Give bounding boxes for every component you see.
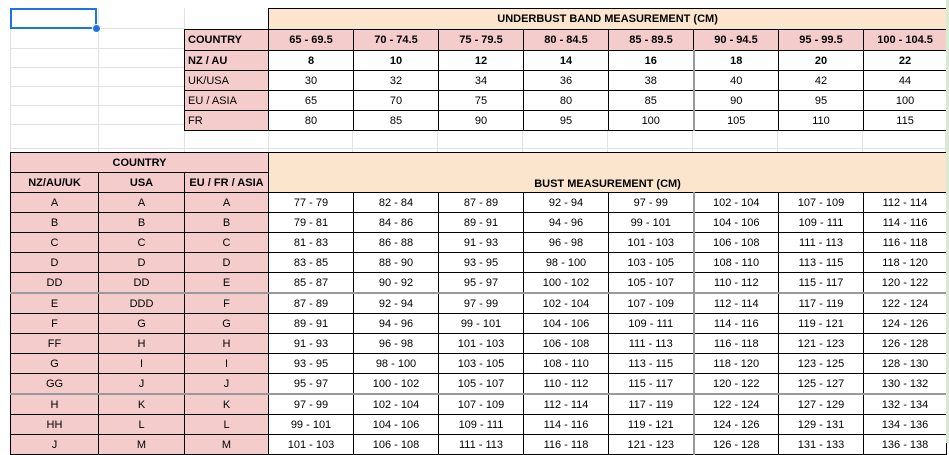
cup-letter-cell[interactable]: A — [185, 193, 269, 213]
band-size-cell[interactable]: 90 — [439, 111, 524, 131]
bust-range-cell[interactable]: 108 - 110 — [524, 354, 609, 374]
cup-letter-cell[interactable]: HH — [11, 415, 99, 435]
cup-table-row — [11, 193, 947, 213]
bust-range-cell[interactable]: 109 - 111 — [609, 314, 694, 334]
cup-table-row — [11, 314, 947, 334]
bust-range-cell[interactable]: 96 - 98 — [354, 334, 439, 354]
bust-range-cell[interactable]: 107 - 109 — [609, 293, 694, 314]
bust-range-cell[interactable]: 121 - 123 — [779, 334, 864, 354]
bust-range-cell[interactable]: 118 - 120 — [864, 253, 947, 273]
cup-country-row — [11, 153, 947, 173]
cup-letter-cell[interactable]: A — [11, 193, 99, 213]
band-size-cell[interactable]: 44 — [864, 71, 947, 91]
band-size-cell[interactable]: 30 — [269, 71, 354, 91]
bust-range-cell[interactable]: 102 - 104 — [354, 394, 439, 415]
bust-range-cell[interactable]: 92 - 94 — [524, 193, 609, 213]
cup-country-header[interactable]: COUNTRY — [11, 153, 269, 173]
bust-range-cell[interactable]: 95 - 97 — [269, 374, 354, 395]
cup-col-header-nz-au-uk[interactable]: NZ/AU/UK — [11, 173, 99, 193]
bust-range-cell[interactable]: 113 - 115 — [609, 354, 694, 374]
bust-range-cell[interactable]: 91 - 93 — [269, 334, 354, 354]
bust-range-cell[interactable]: 105 - 107 — [439, 374, 524, 395]
band-table-row — [185, 91, 947, 111]
empty-cell[interactable] — [185, 9, 269, 30]
bust-range-cell[interactable]: 115 - 117 — [779, 273, 864, 294]
bust-range-cell[interactable]: 127 - 129 — [779, 394, 864, 415]
band-size-cell[interactable]: 22 — [864, 51, 947, 71]
bust-range-cell[interactable]: 81 - 83 — [269, 233, 354, 253]
band-size-cell[interactable]: 90 — [694, 91, 779, 111]
cup-table-row — [11, 213, 947, 233]
cup-table-row — [11, 435, 947, 455]
band-size-cell[interactable]: 32 — [354, 71, 439, 91]
cup-size-table — [10, 152, 947, 455]
bust-range-cell[interactable]: 96 - 98 — [524, 233, 609, 253]
cup-letter-cell[interactable]: I — [185, 354, 269, 374]
band-size-cell[interactable]: 36 — [524, 71, 609, 91]
band-header-row — [185, 30, 947, 51]
cup-letter-cell[interactable]: E — [11, 293, 99, 314]
band-size-cell[interactable]: 16 — [609, 51, 694, 71]
bust-range-cell[interactable]: 112 - 114 — [694, 293, 779, 314]
cup-letter-cell[interactable]: J — [99, 374, 185, 395]
band-size-cell[interactable]: 8 — [269, 51, 354, 71]
cup-table-row — [11, 394, 947, 415]
bust-range-cell[interactable]: 79 - 81 — [269, 213, 354, 233]
cup-letter-cell[interactable]: H — [11, 394, 99, 415]
band-col-header[interactable]: 65 - 69.5 — [269, 30, 354, 51]
bust-range-cell[interactable]: 109 - 111 — [439, 415, 524, 435]
bust-range-cell[interactable]: 105 - 107 — [609, 273, 694, 294]
bust-range-cell[interactable]: 134 - 136 — [864, 415, 947, 435]
band-col-header[interactable]: 100 - 104.5 — [864, 30, 947, 51]
band-size-cell[interactable]: 12 — [439, 51, 524, 71]
bust-range-cell[interactable]: 87 - 89 — [439, 193, 524, 213]
band-size-cell[interactable]: 40 — [694, 71, 779, 91]
cup-letter-cell[interactable]: J — [11, 435, 99, 455]
cup-letter-cell[interactable]: G — [99, 314, 185, 334]
bust-range-cell[interactable]: 116 - 118 — [864, 233, 947, 253]
cup-letter-cell[interactable]: DD — [11, 273, 99, 294]
band-size-cell[interactable]: 110 — [779, 111, 864, 131]
band-size-cell[interactable]: 85 — [354, 111, 439, 131]
cup-letter-cell[interactable]: C — [99, 233, 185, 253]
bust-range-cell[interactable]: 104 - 106 — [694, 213, 779, 233]
cup-letter-cell[interactable]: B — [11, 213, 99, 233]
bust-range-cell[interactable]: 124 - 126 — [864, 314, 947, 334]
bust-range-cell[interactable]: 111 - 113 — [609, 334, 694, 354]
cup-table-row — [11, 293, 947, 314]
cup-table-row — [11, 334, 947, 354]
band-size-cell[interactable]: 14 — [524, 51, 609, 71]
band-size-cell[interactable]: 100 — [609, 111, 694, 131]
bust-range-cell[interactable]: 128 - 130 — [864, 354, 947, 374]
cup-letter-cell[interactable]: DDD — [99, 293, 185, 314]
bust-range-cell[interactable]: 97 - 99 — [609, 193, 694, 213]
cup-letter-cell[interactable]: G — [11, 354, 99, 374]
band-size-cell[interactable]: 105 — [694, 111, 779, 131]
bust-range-cell[interactable]: 88 - 90 — [354, 253, 439, 273]
cup-letter-cell[interactable]: B — [185, 213, 269, 233]
bust-range-cell[interactable]: 111 - 113 — [779, 233, 864, 253]
band-size-cell[interactable]: 85 — [609, 91, 694, 111]
bust-range-cell[interactable]: 102 - 104 — [524, 293, 609, 314]
cup-letter-cell[interactable]: K — [99, 394, 185, 415]
band-size-cell[interactable]: 100 — [864, 91, 947, 111]
bust-range-cell[interactable]: 122 - 124 — [694, 394, 779, 415]
band-col-header[interactable]: 90 - 94.5 — [694, 30, 779, 51]
cup-letter-cell[interactable]: C — [185, 233, 269, 253]
bust-range-cell[interactable]: 126 - 128 — [694, 435, 779, 455]
bust-range-cell[interactable]: 85 - 87 — [269, 273, 354, 294]
bust-range-cell[interactable]: 106 - 108 — [524, 334, 609, 354]
bust-range-cell[interactable]: 94 - 96 — [524, 213, 609, 233]
bust-range-cell[interactable]: 89 - 91 — [269, 314, 354, 334]
bust-range-cell[interactable]: 101 - 103 — [269, 435, 354, 455]
bust-range-cell[interactable]: 98 - 100 — [354, 354, 439, 374]
cup-letter-cell[interactable]: F — [185, 293, 269, 314]
bust-range-cell[interactable]: 112 - 114 — [864, 193, 947, 213]
bust-table-title[interactable]: BUST MEASUREMENT (CM) — [269, 153, 947, 193]
bust-range-cell[interactable]: 103 - 105 — [609, 253, 694, 273]
band-size-cell[interactable]: 80 — [524, 91, 609, 111]
bust-range-cell[interactable]: 107 - 109 — [439, 394, 524, 415]
band-col-header[interactable]: 80 - 84.5 — [524, 30, 609, 51]
bust-range-cell[interactable]: 100 - 102 — [524, 273, 609, 294]
band-col-header[interactable]: 70 - 74.5 — [354, 30, 439, 51]
cup-table-row — [11, 273, 947, 294]
bust-range-cell[interactable]: 89 - 91 — [439, 213, 524, 233]
cup-letter-cell[interactable]: DD — [99, 273, 185, 294]
bust-range-cell[interactable]: 122 - 124 — [864, 293, 947, 314]
bust-range-cell[interactable]: 77 - 79 — [269, 193, 354, 213]
bust-range-cell[interactable]: 95 - 97 — [439, 273, 524, 294]
bust-range-cell[interactable]: 107 - 109 — [779, 193, 864, 213]
cup-letter-cell[interactable]: H — [99, 334, 185, 354]
cup-letter-cell[interactable]: F — [11, 314, 99, 334]
bust-range-cell[interactable]: 84 - 86 — [354, 213, 439, 233]
bust-range-cell[interactable]: 86 - 88 — [354, 233, 439, 253]
cup-letter-cell[interactable]: J — [185, 374, 269, 395]
bust-range-cell[interactable]: 120 - 122 — [864, 273, 947, 294]
band-row-label[interactable]: FR — [185, 111, 269, 131]
band-size-cell[interactable]: 75 — [439, 91, 524, 111]
band-size-cell[interactable]: 20 — [779, 51, 864, 71]
bust-range-cell[interactable]: 117 - 119 — [779, 293, 864, 314]
cup-letter-cell[interactable]: A — [99, 193, 185, 213]
cup-letter-cell[interactable]: D — [11, 253, 99, 273]
band-col-header[interactable]: 95 - 99.5 — [779, 30, 864, 51]
cup-letter-cell[interactable]: E — [185, 273, 269, 294]
band-col-header[interactable]: 75 - 79.5 — [439, 30, 524, 51]
bust-range-cell[interactable]: 119 - 121 — [779, 314, 864, 334]
bust-range-cell[interactable]: 119 - 121 — [609, 415, 694, 435]
band-table-row — [185, 71, 947, 91]
bust-range-cell[interactable]: 82 - 84 — [354, 193, 439, 213]
cup-letter-cell[interactable]: L — [185, 415, 269, 435]
bust-range-cell[interactable]: 110 - 112 — [524, 374, 609, 395]
bust-range-cell[interactable]: 102 - 104 — [694, 193, 779, 213]
cup-letter-cell[interactable]: H — [185, 334, 269, 354]
band-size-cell[interactable]: 95 — [779, 91, 864, 111]
band-size-cell[interactable]: 95 — [524, 111, 609, 131]
cup-letter-cell[interactable]: K — [185, 394, 269, 415]
cup-letter-cell[interactable]: D — [185, 253, 269, 273]
bust-range-cell[interactable]: 99 - 101 — [269, 415, 354, 435]
bust-range-cell[interactable]: 117 - 119 — [609, 394, 694, 415]
band-corner-label[interactable]: COUNTRY — [185, 30, 269, 51]
cup-letter-cell[interactable]: L — [99, 415, 185, 435]
bust-range-cell[interactable]: 97 - 99 — [439, 293, 524, 314]
cup-letter-cell[interactable]: B — [99, 213, 185, 233]
band-row-label[interactable]: NZ / AU — [185, 51, 269, 71]
bust-range-cell[interactable]: 131 - 133 — [779, 435, 864, 455]
cup-letter-cell[interactable]: M — [99, 435, 185, 455]
cup-table-row — [11, 253, 947, 273]
bust-range-cell[interactable]: 114 - 116 — [694, 314, 779, 334]
bust-range-cell[interactable]: 90 - 92 — [354, 273, 439, 294]
bust-range-cell[interactable]: 93 - 95 — [439, 253, 524, 273]
band-col-header[interactable]: 85 - 89.5 — [609, 30, 694, 51]
cup-col-header-usa[interactable]: USA — [99, 173, 185, 193]
band-size-cell[interactable]: 18 — [694, 51, 779, 71]
bust-range-cell[interactable]: 101 - 103 — [439, 334, 524, 354]
bust-range-cell[interactable]: 125 - 127 — [779, 374, 864, 395]
bust-range-cell[interactable]: 114 - 116 — [864, 213, 947, 233]
bust-range-cell[interactable]: 106 - 108 — [354, 435, 439, 455]
cup-letter-cell[interactable]: C — [11, 233, 99, 253]
bust-range-cell[interactable]: 136 - 138 — [864, 435, 947, 455]
bust-range-cell[interactable]: 126 - 128 — [864, 334, 947, 354]
cup-table-row — [11, 354, 947, 374]
bust-range-cell[interactable]: 124 - 126 — [694, 415, 779, 435]
bust-range-cell[interactable]: 87 - 89 — [269, 293, 354, 314]
bust-range-cell[interactable]: 97 - 99 — [269, 394, 354, 415]
bust-range-cell[interactable]: 101 - 103 — [609, 233, 694, 253]
bust-range-cell[interactable]: 91 - 93 — [439, 233, 524, 253]
band-row-label[interactable]: EU / ASIA — [185, 91, 269, 111]
cup-table-row — [11, 415, 947, 435]
band-size-cell[interactable]: 38 — [609, 71, 694, 91]
band-size-cell[interactable]: 42 — [779, 71, 864, 91]
band-table-row — [185, 51, 947, 71]
band-size-cell[interactable]: 10 — [354, 51, 439, 71]
band-size-cell[interactable]: 70 — [354, 91, 439, 111]
bust-range-cell[interactable]: 111 - 113 — [439, 435, 524, 455]
bust-range-cell[interactable]: 116 - 118 — [694, 334, 779, 354]
selected-cell[interactable] — [10, 8, 97, 29]
cup-table-row — [11, 374, 947, 395]
bust-range-cell[interactable]: 120 - 122 — [694, 374, 779, 395]
band-size-cell[interactable]: 115 — [864, 111, 947, 131]
bust-range-cell[interactable]: 123 - 125 — [779, 354, 864, 374]
bust-range-cell[interactable]: 104 - 106 — [354, 415, 439, 435]
bust-range-cell[interactable]: 108 - 110 — [694, 253, 779, 273]
band-table-title[interactable]: UNDERBUST BAND MEASUREMENT (CM) — [269, 9, 947, 30]
bust-range-cell[interactable]: 93 - 95 — [269, 354, 354, 374]
bust-range-cell[interactable]: 114 - 116 — [524, 415, 609, 435]
bust-range-cell[interactable]: 106 - 108 — [694, 233, 779, 253]
bust-range-cell[interactable]: 132 - 134 — [864, 394, 947, 415]
bust-range-cell[interactable]: 116 - 118 — [524, 435, 609, 455]
bust-range-cell[interactable]: 118 - 120 — [694, 354, 779, 374]
band-table-row — [185, 111, 947, 131]
cup-letter-cell[interactable]: G — [185, 314, 269, 334]
band-size-cell[interactable]: 34 — [439, 71, 524, 91]
cup-col-header-eu-fr-asia[interactable]: EU / FR / ASIA — [185, 173, 269, 193]
cup-letter-cell[interactable]: I — [99, 354, 185, 374]
bust-range-cell[interactable]: 98 - 100 — [524, 253, 609, 273]
bust-range-cell[interactable]: 129 - 131 — [779, 415, 864, 435]
bust-range-cell[interactable]: 100 - 102 — [354, 374, 439, 395]
bust-range-cell[interactable]: 83 - 85 — [269, 253, 354, 273]
bust-range-cell[interactable]: 121 - 123 — [609, 435, 694, 455]
band-size-cell[interactable]: 80 — [269, 111, 354, 131]
bust-range-cell[interactable]: 113 - 115 — [779, 253, 864, 273]
bust-range-cell[interactable]: 94 - 96 — [354, 314, 439, 334]
cup-letter-cell[interactable]: D — [99, 253, 185, 273]
band-size-cell[interactable]: 65 — [269, 91, 354, 111]
bust-range-cell[interactable]: 112 - 114 — [524, 394, 609, 415]
bust-range-cell[interactable]: 109 - 111 — [779, 213, 864, 233]
cup-table-row — [11, 233, 947, 253]
band-title-row — [185, 9, 947, 30]
band-row-label[interactable]: UK/USA — [185, 71, 269, 91]
cup-letter-cell[interactable]: M — [185, 435, 269, 455]
bust-range-cell[interactable]: 99 - 101 — [609, 213, 694, 233]
fill-handle[interactable] — [93, 25, 100, 32]
cup-letter-cell[interactable]: GG — [11, 374, 99, 395]
bust-range-cell[interactable]: 104 - 106 — [524, 314, 609, 334]
bust-range-cell[interactable]: 92 - 94 — [354, 293, 439, 314]
bust-range-cell[interactable]: 130 - 132 — [864, 374, 947, 395]
bust-range-cell[interactable]: 99 - 101 — [439, 314, 524, 334]
band-size-table — [184, 8, 947, 131]
bust-range-cell[interactable]: 115 - 117 — [609, 374, 694, 395]
cup-letter-cell[interactable]: FF — [11, 334, 99, 354]
bust-range-cell[interactable]: 103 - 105 — [439, 354, 524, 374]
bust-range-cell[interactable]: 110 - 112 — [694, 273, 779, 294]
